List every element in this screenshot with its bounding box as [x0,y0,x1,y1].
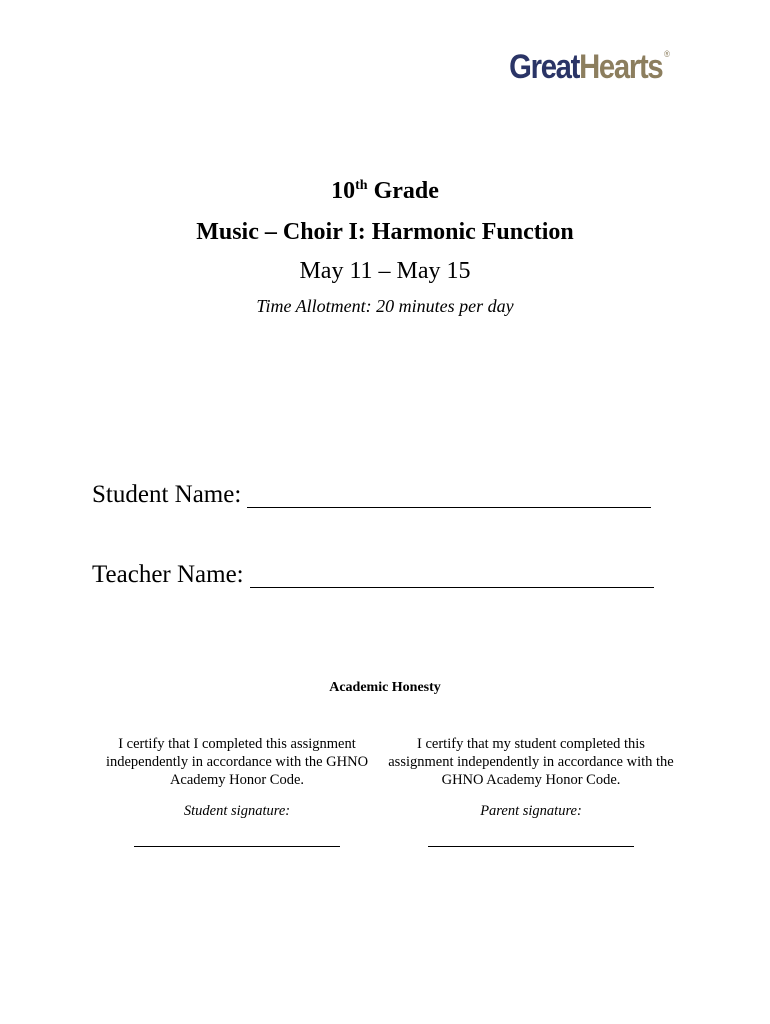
academic-honesty-heading: Academic Honesty [329,680,441,695]
greathearts-logo [509,50,670,84]
logo-registered-mark: ® [664,49,670,59]
teacher-name-label: Teacher Name: [92,561,244,588]
parent-statement: I certify that my student completed this assignment independently in accordance with the GHNO Academy Honor Code. [388,736,674,788]
grade-heading [0,176,770,206]
student-certification [92,735,382,847]
student-signature-line[interactable] [134,846,340,847]
student-signature-label: Student signature: [183,803,291,819]
student-statement: I certify that I completed this assignment independently in accordance with the GHNO Academy Honor Code. [105,736,369,788]
teacher-name-row [92,560,654,590]
grade-word: Grade [373,178,439,204]
grade-suffix: th [355,178,368,193]
course-title: Music – Choir I: Harmonic Function [196,219,574,245]
parent-signature-line[interactable] [428,846,634,847]
logo-great: Great [509,48,580,86]
time-allotment: Time Allotment: 20 minutes per day [256,296,514,316]
student-name-row [92,480,651,510]
logo-hearts: Hearts [579,48,663,86]
parent-signature-label: Parent signature: [480,803,582,819]
date-range: May 11 – May 15 [299,258,471,284]
teacher-name-field[interactable] [250,563,654,588]
parent-certification [386,735,676,847]
title-block [0,176,770,317]
student-name-field[interactable] [247,483,651,508]
grade-number: 10 [331,178,356,204]
student-name-label: Student Name: [92,481,242,508]
